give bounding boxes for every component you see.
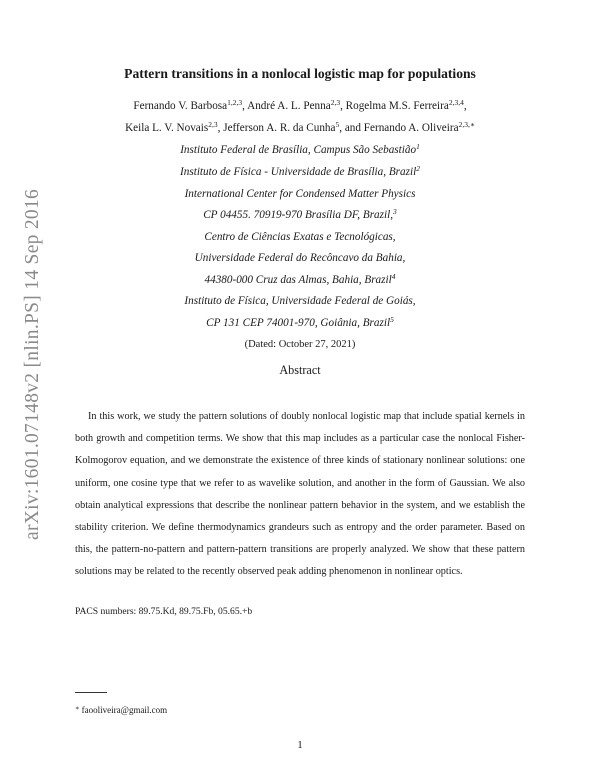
affiliation-mark: 3 (393, 207, 397, 216)
footnote-rule (75, 692, 107, 693)
affiliation-text: Centro de Ciências Exatas e Tecnológicas, (204, 231, 396, 243)
author-separator: , (217, 122, 224, 134)
affiliation-line (0, 209, 600, 221)
affiliation-line (0, 317, 600, 329)
author-affiliation-marks: 5 (335, 120, 340, 129)
arxiv-identifier: arXiv:1601.07148v2 [nlin.PS] 14 Sep 2016 (22, 188, 43, 540)
affiliation-line (0, 188, 600, 200)
paper-title: Pattern transitions in a nonlocal logistic map for populations (124, 66, 476, 81)
author-separator: , (463, 100, 467, 112)
affiliation-text: International Center for Condensed Matter Physics (184, 188, 416, 200)
affiliation-text: Instituto de Física, Universidade Federal de Goiás, (184, 295, 416, 307)
affiliation-text: Universidade Federal do Recôncavo da Bahia, (194, 252, 406, 264)
authors-line-1 (0, 100, 600, 112)
author: Fernando V. Barbosa (133, 100, 228, 112)
author: Keila L. V. Novais (125, 122, 209, 134)
affiliation-line (0, 274, 600, 286)
affiliation-line (0, 295, 600, 307)
dated-line: (Dated: October 27, 2021) (244, 339, 356, 350)
affiliation-line (0, 231, 600, 243)
author: André A. L. Penna (247, 100, 331, 112)
affiliation-text: Instituto de Física - Universidade de Brasília, Brazil (180, 166, 417, 178)
pacs-numbers: PACS numbers: 89.75.Kd, 89.75.Fb, 05.65.+b (75, 606, 253, 617)
page-number: 1 (297, 739, 303, 751)
affiliation-mark: 2 (416, 164, 420, 173)
affiliation-line (0, 252, 600, 264)
footnote-email: faooliveira@gmail.com (81, 705, 168, 715)
affiliation-mark: 1 (416, 142, 420, 151)
author-separator: , (242, 100, 248, 112)
abstract-heading: Abstract (279, 363, 321, 377)
affiliation-line (0, 166, 600, 178)
affiliation-mark: 5 (390, 315, 394, 324)
footnote (75, 705, 167, 715)
author: Jefferson A. R. da Cunha (223, 122, 336, 134)
author-affiliation-marks: 2,3 (208, 120, 218, 129)
author-affiliation-marks: 2,3,4 (448, 98, 464, 107)
affiliation-text: CP 04455. 70919-970 Brasília DF, Brazil, (203, 209, 394, 221)
authors-line-2 (0, 122, 600, 134)
abstract-body: In this work, we study the pattern solutions of doubly nonlocal logistic map that include spatial kernels in both growth and competition terms. We show that this map includes as a particular case the nonlocal Fisher-Kolmogorov equation, and we demonstrate the existence of three kinds of stationary nonlinear solutions: one uniform, one cosine type that we refer to as wavelike solution, and another in the form of Gaussian. We also obtain analytical expressions that describe the nonlinear pattern behavior in the system, and we establish the stability criterion. We define thermodynamics grandeurs such as entropy and the order parameter. Based on this, the pattern-no-pattern and pattern-pattern transitions are properly analyzed. We show that these pattern solutions may be related to the recently observed peak adding phenomenon in nonlinear optics. (75, 411, 525, 578)
affiliation-text: 44380-000 Cruz das Almas, Bahia, Brazil (204, 274, 392, 286)
author: Rogelma M.S. Ferreira (345, 100, 449, 112)
author-affiliation-marks: 2,3 (330, 98, 341, 107)
affiliation-text: Instituto Federal de Brasília, Campus São Sebastião (180, 144, 417, 156)
affiliation-line (0, 144, 600, 156)
affiliation-text: CP 131 CEP 74001-970, Goiânia, Brazil (206, 317, 391, 329)
author-separator: , and (339, 122, 364, 134)
affiliation-mark: 4 (391, 272, 396, 281)
footnote-mark: ∗ (75, 705, 80, 712)
author: Fernando A. Oliveira (363, 122, 459, 134)
author-separator: , (340, 100, 346, 112)
author-affiliation-marks: 2,3,∗ (458, 120, 475, 129)
author-affiliation-marks: 1,2,3 (227, 98, 243, 107)
